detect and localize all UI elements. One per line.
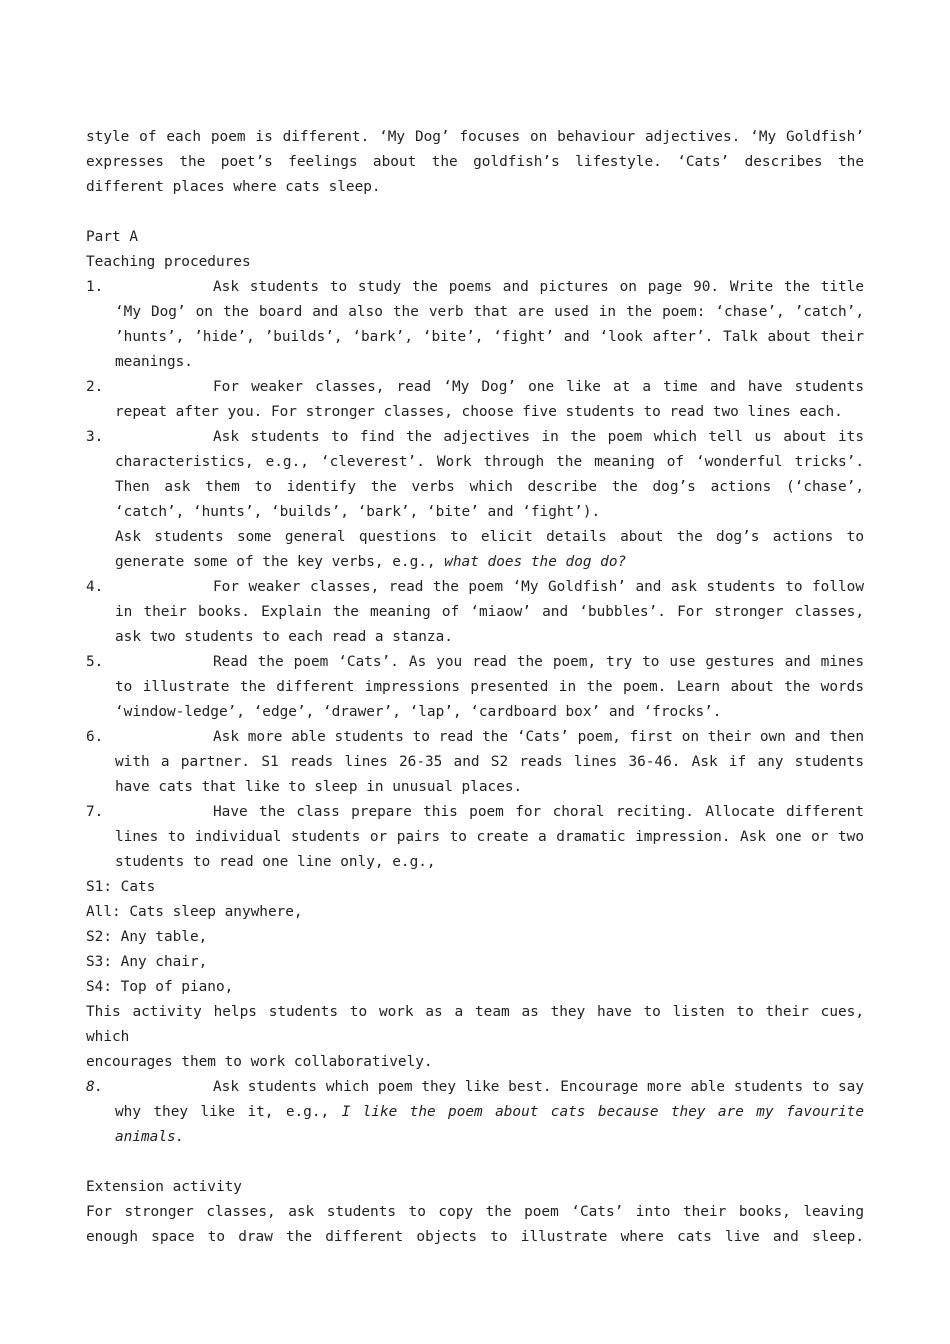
item-number: 5.: [86, 654, 104, 670]
intro-line-3: different places where cats sleep.: [86, 179, 381, 195]
item-number: 3.: [86, 429, 104, 445]
procedure-item-5: [86, 650, 864, 725]
extension-line-1: For stronger classes, ask students to copy the poem ‘Cats’ into their books, leaving: [86, 1204, 864, 1220]
dialogue-line: All: Cats sleep anywhere,: [86, 904, 303, 920]
item-text: Ask students which poem they like best. Encourage more able students to say why they like it, e.g.,: [115, 1079, 864, 1120]
item-number: 6.: [86, 729, 104, 745]
dialogue-line: S2: Any table,: [86, 929, 208, 945]
procedure-item-6: [86, 725, 864, 800]
extension-line-2: enough space to draw the different objects to illustrate where cats live and sleep.: [86, 1229, 864, 1245]
item-text: Have the class prepare this poem for choral reciting. Allocate different lines to individual students or pairs to create a dramatic impression. Ask one or two students to read one line only, e.g.,: [115, 804, 864, 870]
item-number: 2.: [86, 379, 104, 395]
item-number: 7.: [86, 804, 104, 820]
intro-line-2: expresses the poet’s feelings about the goldfish’s lifestyle. ‘Cats’ describes the: [86, 154, 864, 170]
procedure-item-8: [86, 1075, 864, 1150]
item-text: For weaker classes, read ‘My Dog’ one like at a time and have students repeat after you. For stronger classes, choose five students to read two lines each.: [115, 379, 864, 420]
procedure-item-1: [86, 275, 864, 375]
document-body: [86, 125, 864, 1250]
item-text: Ask students to find the adjectives in the poem which tell us about its characteristics, e.g., ‘cleverest’. Work through the meaning of ‘wonderful tricks’. Then ask them to identify the verbs which describe the dog’s actions (‘chase’, ‘catch’, ‘hunts’, ‘builds’, ‘bark’, ‘bite’ and ‘fight’).: [115, 429, 864, 520]
part-title: Part A: [86, 229, 138, 245]
item-text: Ask students to study the poems and pictures on page 90. Write the title ‘My Dog’ on the board and also the verb that are used in the poem: ‘chase’, ’catch’, ’hunts’, ’hide’, ’builds’, ‘bark’, ‘bite’, ‘fight’ and ‘look after’. Talk about their meanings.: [115, 279, 864, 370]
dialogue-line: S4: Top of piano,: [86, 979, 234, 995]
item-text: Ask more able students to read the ‘Cats’ poem, first on their own and then with a partner. S1 reads lines 26-35 and S2 reads lines 36-46. Ask if any students have cats that like to sleep in unusual places.: [115, 729, 864, 795]
item-text: Read the poem ‘Cats’. As you read the poem, try to use gestures and mines to illustrate the different impressions presented in the poem. Learn about the words ‘window-ledge’, ‘edge’, ‘drawer’, ‘lap’, ‘cardboard box’ and ‘frocks’.: [115, 654, 864, 720]
dialogue-line: S1: Cats: [86, 879, 156, 895]
procedure-item-3: [86, 425, 864, 575]
procedure-item-4: [86, 575, 864, 650]
item-number: 4.: [86, 579, 104, 595]
example-sentence: I like the poem about cats because they are my favourite animals.: [115, 1104, 864, 1145]
extension-title: Extension activity: [86, 1179, 242, 1195]
procedure-item-2: [86, 375, 864, 425]
activity-note-line-1: This activity helps students to work as a team as they have to listen to their cues, which: [86, 1004, 864, 1045]
item-text: For weaker classes, read the poem ‘My Goldfish’ and ask students to follow in their books. Explain the meaning of ‘miaow’ and ‘bubbles’. For stronger classes, ask two students to each read a stanza.: [115, 579, 864, 645]
item-number: 8.: [86, 1079, 104, 1095]
item-3-followup: Ask students some general questions to elicit details about the dog’s actions to generate some of the key verbs, e.g., what does the dog do?: [115, 529, 864, 570]
procedures-title: Teaching procedures: [86, 254, 251, 270]
activity-note-line-2: encourages them to work collaboratively.: [86, 1054, 433, 1070]
dialogue-line: S3: Any chair,: [86, 954, 208, 970]
intro-line-1: style of each poem is different. ‘My Dog’ focuses on behaviour adjectives. ‘My Goldfish’: [86, 129, 864, 145]
example-question: what does the dog do?: [444, 554, 627, 570]
procedure-item-7: [86, 800, 864, 875]
item-number: 1.: [86, 279, 104, 295]
